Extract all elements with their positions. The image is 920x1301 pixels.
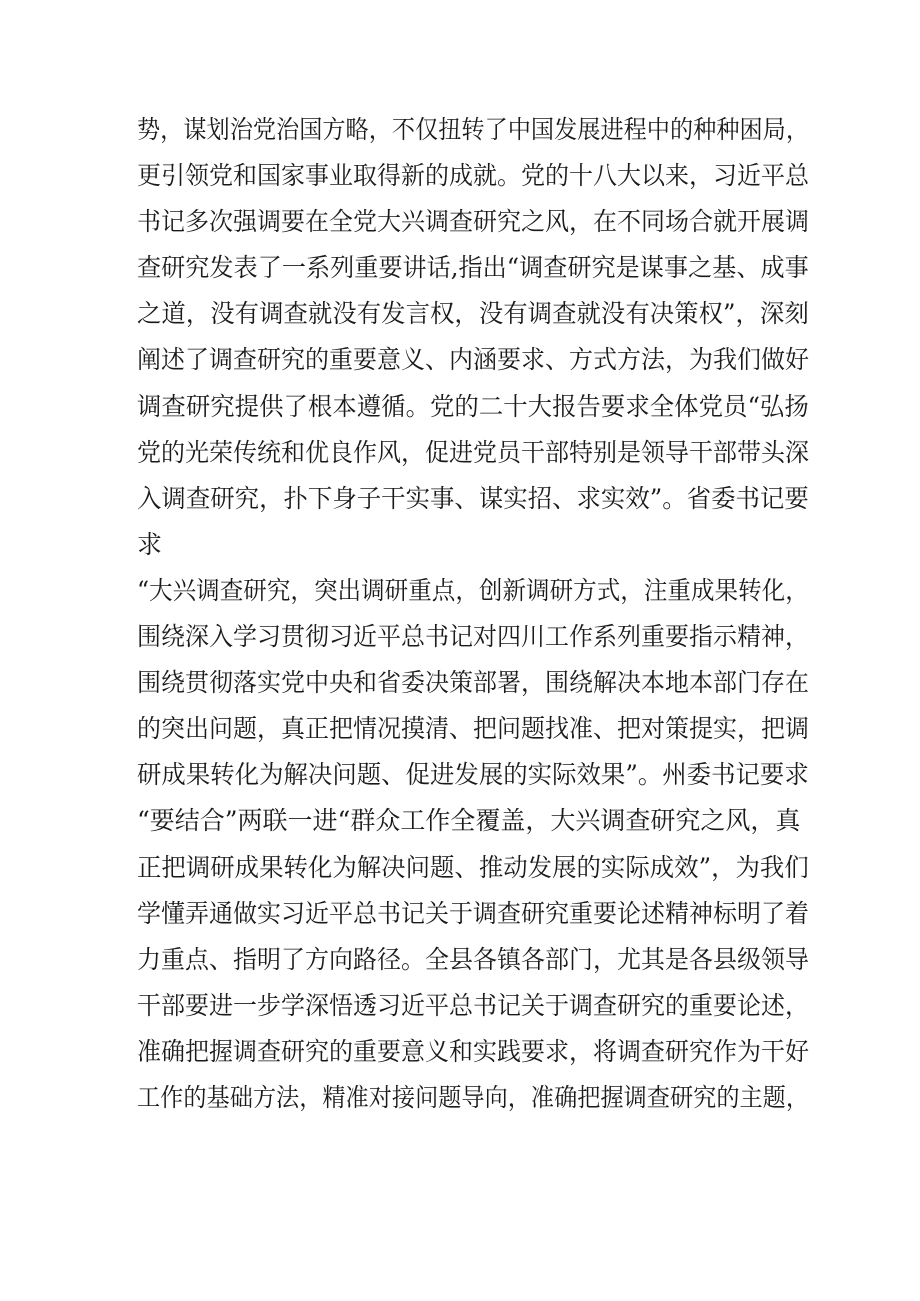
text-line: 党的光荣传统和优良作风，促进党员干部特别是领导干部带头深	[137, 437, 810, 467]
text-line: 工作的基础方法，精准对接问题导向，准确把握调查研究的主题，	[137, 1082, 810, 1112]
text-line: 围绕贯彻落实党中央和省委决策部署，围绕解决本地本部门存在	[137, 668, 810, 698]
text-line: 力重点、指明了方向路径。全县各镇各部门，尤其是各县级领导	[137, 944, 810, 974]
text-line: 调查研究提供了根本遵循。党的二十大报告要求全体党员“弘扬	[137, 391, 809, 421]
body-text	[137, 107, 810, 1121]
text-line: 之道，没有调查就没有发言权，没有调查就没有决策权”，深刻	[137, 299, 809, 329]
text-line: 准确把握调查研究的重要意义和实践要求，将调查研究作为干好	[137, 1036, 810, 1066]
text-line: 更引领党和国家事业取得新的成就。党的十八大以来，习近平总	[137, 161, 810, 191]
text-line: 入调查研究，扑下身子干实事、谋实招、求实效”。省委书记要	[137, 483, 809, 513]
text-line: 势，谋划治党治国方略，不仅扭转了中国发展进程中的种种困局，	[137, 115, 810, 144]
text-line: 研成果转化为解决问题、促进发展的实际效果”。州委书记要求	[137, 760, 809, 790]
text-line: “要结合”两联一进“群众工作全覆盖，大兴调查研究之风，真	[137, 806, 801, 836]
text-line: 查研究发表了一系列重要讲话,指出“调查研究是谋事之基、成事	[137, 253, 809, 283]
text-line: 求	[137, 529, 163, 559]
text-line: 围绕深入学习贯彻习近平总书记对四川工作系列重要指示精神，	[137, 622, 810, 652]
text-line: 干部要进一步学深悟透习近平总书记关于调查研究的重要论述，	[137, 990, 810, 1020]
text-line: 阐述了调查研究的重要意义、内涵要求、方式方法，为我们做好	[137, 345, 810, 375]
text-line: 的突出问题，真正把情况摸清、把问题找准、把对策提实，把调	[137, 714, 810, 744]
text-line: 书记多次强调要在全党大兴调查研究之风，在不同场合就开展调	[137, 207, 810, 237]
text-line: “大兴调查研究，突出调研重点，创新调研方式，注重成果转化，	[137, 575, 809, 605]
text-line: 学懂弄通做实习近平总书记关于调查研究重要论述精神标明了着	[137, 898, 810, 928]
text-line: 正把调研成果转化为解决问题、推动发展的实际成效”，为我们	[137, 852, 809, 882]
